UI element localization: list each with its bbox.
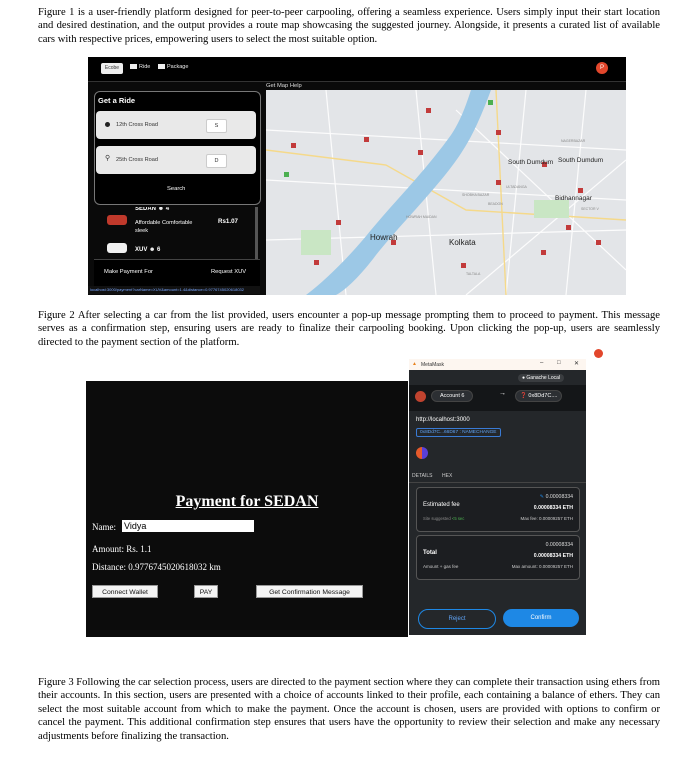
- edit-icon: ✎: [539, 494, 545, 500]
- origin-url: http://localhost:3000: [416, 417, 470, 423]
- request-ride-button[interactable]: Request XUV: [211, 269, 247, 275]
- tab-details[interactable]: DETAILS: [412, 473, 433, 479]
- confirm-button[interactable]: Confirm: [503, 609, 579, 627]
- browser-status-url: localhost:3000/payment?carName=XUV&amount=1.4&distance=0.9776745020618032: [88, 286, 260, 294]
- svg-text:TALTALA: TALTALA: [466, 272, 481, 276]
- get-confirmation-button[interactable]: Get Confirmation Message: [256, 585, 363, 598]
- car-price: Rs1.07: [218, 218, 238, 225]
- network-selector[interactable]: ● Ganache Local: [518, 374, 564, 382]
- payment-page: [86, 381, 408, 637]
- destination-badge: D: [206, 154, 227, 168]
- car-list: [107, 207, 257, 259]
- metamask-popup: [409, 359, 586, 635]
- svg-text:HOWRAH MAIDAN: HOWRAH MAIDAN: [406, 215, 437, 219]
- estimated-fee-card: [416, 487, 580, 532]
- svg-text:SECTOR V: SECTOR V: [581, 207, 599, 211]
- site-suggested: Site suggested <5 sec: [423, 516, 465, 521]
- network-bar: [409, 370, 586, 385]
- close-icon[interactable]: ✕: [574, 361, 580, 367]
- svg-text:Kolkata: Kolkata: [449, 238, 476, 247]
- car-name-sedan: SEDAN ☻ 4: [135, 207, 170, 212]
- svg-text:Howrah: Howrah: [370, 233, 398, 242]
- svg-text:BEADON: BEADON: [488, 202, 503, 206]
- start-badge: S: [206, 119, 227, 133]
- pay-button[interactable]: PAY: [194, 585, 218, 598]
- detail-tabs: [409, 470, 586, 483]
- search-button[interactable]: Search: [167, 186, 186, 192]
- browser-avatar-icon: [594, 349, 603, 358]
- app-logo[interactable]: Ecobe: [101, 63, 123, 74]
- estimated-fee-label: Estimated fee: [423, 502, 460, 508]
- figure-1-carpool-screenshot: [88, 57, 626, 295]
- svg-text:Bidhannagar: Bidhannagar: [555, 195, 592, 202]
- nav-package[interactable]: Package: [158, 64, 188, 70]
- car-description: Affordable Comfortable sleek: [135, 220, 193, 234]
- car-list-scrollbar[interactable]: [255, 207, 258, 259]
- connect-wallet-button[interactable]: Connect Wallet: [92, 585, 158, 598]
- figure-1-description: Figure 1 is a user-friendly platform designed for peer-to-peer carpooling, offering a seamless experience. Users simply input their start location and desired destination, and the output provides a route map showcasing the suggested journey. Alongside, it presents a curated list of available cars with respective prices, empowering users to select the most suitable option.: [38, 7, 660, 45]
- figure-3-description: Figure 3 Following the car selection process, users are directed to the payment section where they can complete their transaction using ethers from their accounts. In this section, users are presented with a choice of accounts linked to their profile, each containing a balance of ethers. They can select the most suitable account from which to make the payment. Once the account is chosen, users are provided with options to confirm or cancel the payment. This additional confirmation step ensures that users have the opportunity to review their selection and make any necessary adjustments before finalizing the transaction.: [38, 677, 660, 742]
- distance-text: Distance: 0.9776745020618032 km: [92, 562, 221, 572]
- map-header[interactable]: Get Map Help: [266, 83, 302, 89]
- person-icon: ☻: [149, 247, 156, 253]
- network-dot-icon: ●: [522, 375, 526, 381]
- metamask-fox-icon: ▲: [412, 361, 417, 367]
- ride-form-title: Get a Ride: [98, 96, 136, 105]
- reject-button[interactable]: Reject: [418, 609, 496, 629]
- help-icon: ❓: [520, 393, 527, 399]
- user-avatar[interactable]: P: [596, 62, 608, 74]
- origin-dot-icon: [105, 122, 110, 127]
- figure-2-description: Figure 2 After selecting a car from the list provided, users encounter a pop-up message prompting them to proceed to payment. This message serves as a confirmation step, ensuring users are ready to finalize their carpooling booking. Upon clicking the pop-up, users are seamlessly directed to the payment section of the platform.: [38, 310, 660, 348]
- location-pin-icon: ⚲: [105, 155, 111, 162]
- tab-hex[interactable]: HEX: [442, 473, 453, 479]
- recipient-address[interactable]: ❓ 0x8Dd7C....: [515, 390, 562, 402]
- svg-text:South Dumdum: South Dumdum: [508, 159, 554, 166]
- maximize-icon[interactable]: □: [557, 360, 561, 366]
- top-navbar: [88, 57, 626, 82]
- max-amount: Max amount: 0.00009257 ETH: [511, 564, 573, 569]
- svg-text:SHOBHA BAZAR: SHOBHA BAZAR: [462, 193, 490, 197]
- amount-gas-label: Amount + gas fee: [423, 564, 459, 569]
- minimize-icon[interactable]: –: [540, 360, 544, 366]
- route-map[interactable]: [266, 90, 626, 295]
- person-icon: ☻: [157, 207, 165, 212]
- total-eth: 0.00008334 ETH: [533, 553, 573, 559]
- estimated-fee-eth: 0.00008334 ETH: [533, 505, 573, 511]
- name-input[interactable]: [122, 520, 254, 532]
- payment-bar: [94, 259, 260, 286]
- contract-chip[interactable]: 0x8Dd7C...66D67 : NAMECHANGE: [416, 428, 501, 437]
- contract-identicon: [416, 447, 428, 459]
- total-label: Total: [423, 550, 437, 556]
- svg-text:South Dumdum: South Dumdum: [558, 157, 604, 164]
- name-label: Name:: [92, 522, 116, 532]
- figure-2-payment-screenshot: [86, 355, 604, 637]
- metamask-titlebar: ▲ MetaMask – □ ✕: [409, 359, 586, 370]
- car-name-xuv[interactable]: XUV ☻ 6: [135, 247, 161, 253]
- start-location-input[interactable]: 12th Cross Road S: [96, 111, 256, 139]
- total-value: 0.00008334: [545, 542, 573, 548]
- account-avatar-icon: [415, 391, 426, 402]
- destination-input[interactable]: ⚲ 25th Cross Road D: [96, 146, 256, 174]
- account-selector[interactable]: Account 6: [431, 390, 473, 402]
- car-icon: [130, 64, 137, 69]
- package-icon: [158, 64, 165, 69]
- svg-text:ULTADANGA: ULTADANGA: [506, 185, 527, 189]
- make-payment-label: Make Payment For: [104, 269, 153, 275]
- estimated-fee-value[interactable]: ✎ 0.00008334: [539, 494, 573, 500]
- car-sedan-icon: [107, 215, 127, 225]
- account-row: [409, 385, 586, 411]
- arrow-right-icon: →: [499, 390, 506, 397]
- total-card: [416, 535, 580, 580]
- svg-text:NAGERBAZAR: NAGERBAZAR: [561, 139, 586, 143]
- amount-text: Amount: Rs. 1.1: [92, 544, 152, 554]
- max-fee: Max fee: 0.00009257 ETH: [520, 516, 573, 521]
- nav-ride[interactable]: Ride: [130, 64, 150, 70]
- payment-title: Payment for SEDAN: [175, 493, 319, 510]
- car-xuv-icon: [107, 243, 127, 253]
